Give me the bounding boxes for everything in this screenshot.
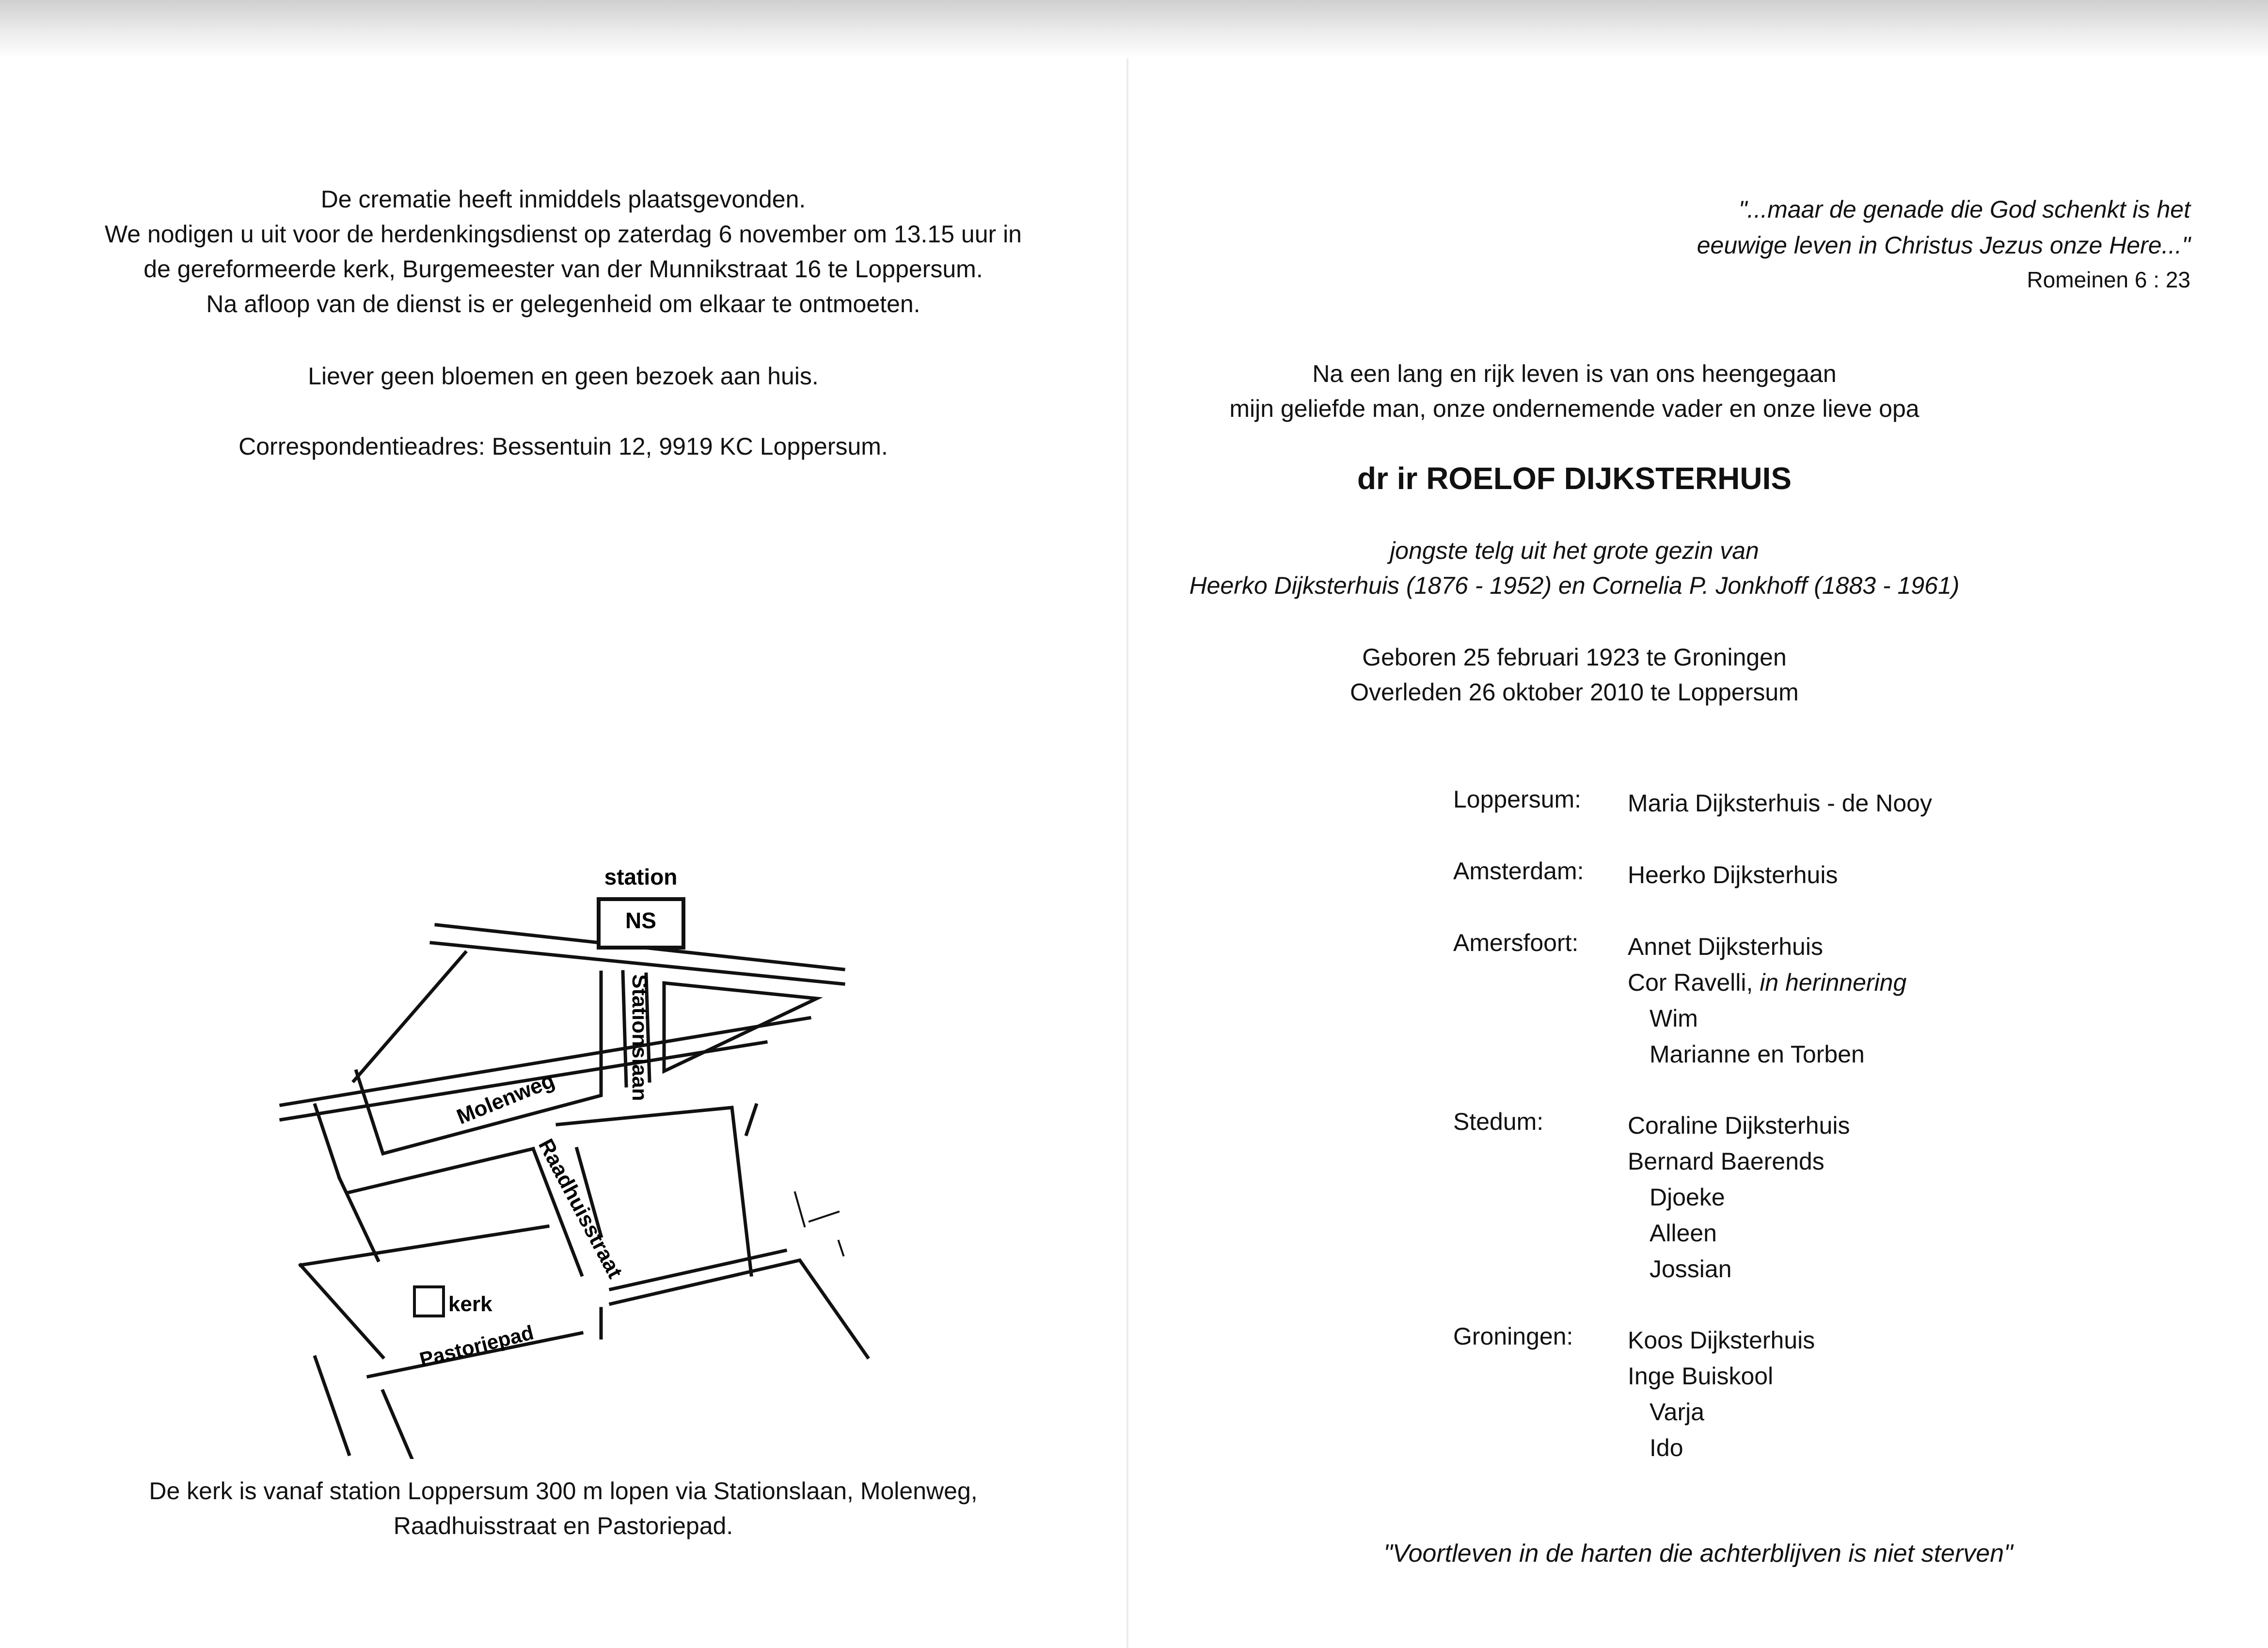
family-member: Jossian xyxy=(1649,1255,1732,1283)
map-road-line xyxy=(315,1105,339,1178)
announcement-line: mijn geliefde man, onze ondernemende vader en onze lieve opa xyxy=(1229,395,1919,422)
family-place: Loppersum: xyxy=(1453,786,1582,813)
bible-reference: Romeinen 6 : 23 xyxy=(2027,267,2190,292)
family-place: Amersfoort: xyxy=(1453,929,1579,956)
map-road-line xyxy=(315,1357,349,1454)
map-label-pastoriepad: Pastoriepad xyxy=(417,1320,536,1371)
right-page xyxy=(1128,0,2268,1648)
map-label-stationslaan: Stationslaan xyxy=(628,974,651,1101)
parents-line: Heerko Dijksterhuis (1876 - 1952) en Cornelia P. Jonkhoff (1883 - 1961) xyxy=(1189,572,1960,599)
cremation-notice xyxy=(0,182,1126,321)
parents-info xyxy=(1128,533,2020,603)
map-road-line xyxy=(746,1105,756,1134)
quote-line: "...maar de genade die God schenkt is het xyxy=(1738,196,2190,223)
map-label-raadhuisstraat: Raadhuisstraat xyxy=(534,1135,627,1283)
family-member: Djoeke xyxy=(1649,1184,1725,1211)
intro-line: Na afloop van de dienst is er gelegenheid om elkaar te ontmoeten. xyxy=(206,290,920,317)
map-road-line xyxy=(349,1149,533,1192)
map-road-line xyxy=(383,1391,412,1459)
closing-quote: "Voortleven in de harten die achterblijven is niet sterven" xyxy=(1383,1539,2013,1568)
intro-line: We nodigen u uit voor de herdenkingsdienst op zaterdag 6 november om 13.15 uur in xyxy=(105,221,1022,248)
family-member-memory: Cor Ravelli, in herinnering xyxy=(1628,969,1907,996)
intro-line: de gereformeerde kerk, Burgemeester van der Munnikstraat 16 te Loppersum. xyxy=(143,255,983,283)
map-label-molenweg: Molenweg xyxy=(453,1068,558,1129)
family-member: Varja xyxy=(1649,1398,1705,1426)
map-label-kerk: kerk xyxy=(448,1292,492,1316)
quote-line: eeuwige leven in Christus Jezus onze Here..." xyxy=(1697,232,2190,259)
map-road-line xyxy=(557,1108,751,1275)
directions-line: De kerk is vanaf station Loppersum 300 m lopen via Stationslaan, Molenweg, xyxy=(149,1477,978,1505)
correspondence-address: Correspondentieadres: Bessentuin 12, 9919 KC Loppersum. xyxy=(238,433,888,460)
map-road-line xyxy=(301,1226,548,1265)
family-place: Groningen: xyxy=(1453,1323,1573,1350)
map-label-ns: NS xyxy=(625,908,656,933)
map-road-line xyxy=(356,972,601,1154)
map-road-line xyxy=(354,952,465,1081)
family-member: Wim xyxy=(1649,1005,1698,1032)
family-member: Annet Dijksterhuis xyxy=(1628,933,1823,960)
intro-line: De crematie heeft inmiddels plaatsgevonden. xyxy=(320,186,806,213)
birth-date: Geboren 25 februari 1923 te Groningen xyxy=(1362,644,1787,671)
family-member: Marianne en Torben xyxy=(1649,1041,1865,1068)
map-road-line xyxy=(664,983,817,1071)
family-member: Alleen xyxy=(1649,1220,1717,1247)
family-member: Maria Dijksterhuis - de Nooy xyxy=(1628,790,1932,817)
directions-text xyxy=(0,1474,1126,1543)
family-member: Coraline Dijksterhuis xyxy=(1628,1112,1850,1139)
life-dates xyxy=(1128,640,2020,710)
no-flowers-note: Liever geen bloemen en geen bezoek aan huis. xyxy=(308,363,819,390)
map-road-line xyxy=(611,1260,868,1357)
parents-line: jongste telg uit het grote gezin van xyxy=(1390,537,1759,564)
bible-quote xyxy=(1560,191,2190,263)
family-member: Bernard Baerends xyxy=(1628,1148,1824,1175)
deceased-name: dr ir ROELOF DIJKSTERHUIS xyxy=(1357,461,1792,496)
family-member: Inge Buiskool xyxy=(1628,1363,1774,1390)
family-place: Amsterdam: xyxy=(1453,857,1584,885)
death-date: Overleden 26 oktober 2010 te Loppersum xyxy=(1350,679,1799,706)
announcement xyxy=(1128,356,2020,426)
family-member: Heerko Dijksterhuis xyxy=(1628,861,1838,888)
map-label-station: station xyxy=(604,864,678,889)
directions-line: Raadhuisstraat en Pastoriepad. xyxy=(393,1512,733,1539)
announcement-line: Na een lang en rijk leven is van ons heengegaan xyxy=(1312,360,1837,387)
church-marker xyxy=(414,1287,444,1316)
in-memory-note: in herinnering xyxy=(1760,969,1907,996)
family-member: Ido xyxy=(1649,1434,1683,1461)
church-map xyxy=(262,853,892,1459)
map-road-line xyxy=(623,972,626,1086)
family-member: Koos Dijksterhuis xyxy=(1628,1327,1815,1354)
map-road-line xyxy=(301,1265,383,1357)
family-place: Stedum: xyxy=(1453,1108,1544,1135)
left-page xyxy=(0,0,1126,1648)
